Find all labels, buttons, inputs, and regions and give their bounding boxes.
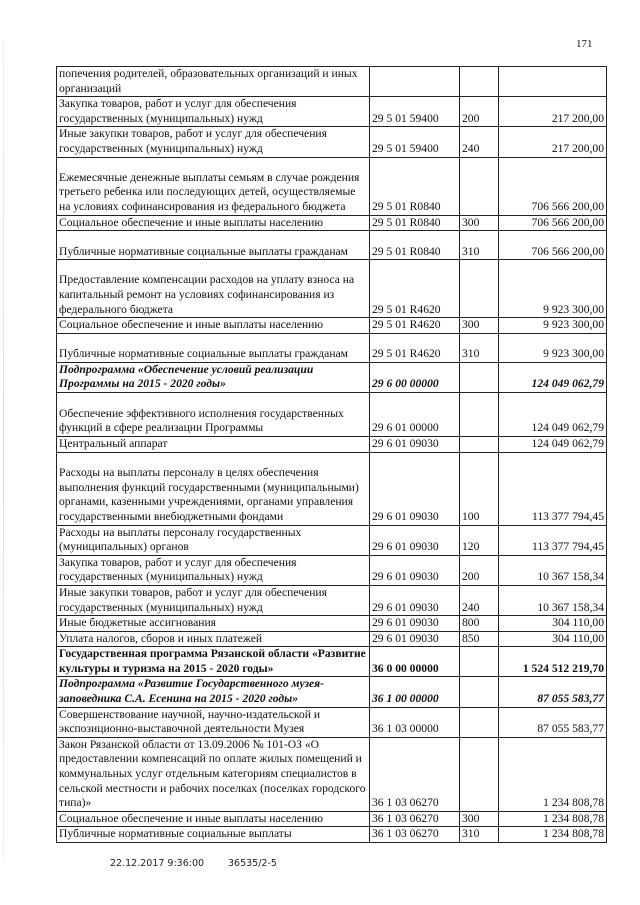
row-code: 29 6 01 00000 bbox=[370, 392, 460, 436]
row-amount: 1 524 512 219,70 bbox=[499, 647, 607, 677]
row-amount: 1 234 808,78 bbox=[499, 737, 607, 811]
table-row bbox=[57, 67, 607, 97]
table-row bbox=[57, 260, 607, 318]
table-row bbox=[57, 436, 607, 452]
row-name: Подпрограмма «Развитие Государственного музея-заповедника С.А. Есенина на 2015 - 2020 годы» bbox=[57, 677, 370, 707]
table-row bbox=[57, 231, 607, 260]
row-expense-type: 300 bbox=[460, 318, 499, 334]
row-name: Уплата налогов, сборов и иных платежей bbox=[57, 631, 370, 647]
row-code: 36 1 00 00000 bbox=[370, 677, 460, 707]
row-expense-type bbox=[460, 362, 499, 392]
row-amount: 124 049 062,79 bbox=[499, 436, 607, 452]
row-code: 29 5 01 59400 bbox=[370, 127, 460, 157]
row-amount: 9 923 300,00 bbox=[499, 260, 607, 318]
row-code: 29 6 00 00000 bbox=[370, 362, 460, 392]
row-name: Расходы на выплаты персоналу государственных (муниципальных) органов bbox=[57, 525, 370, 555]
row-name: Публичные нормативные социальные выплаты гражданам bbox=[57, 231, 370, 260]
row-name: Подпрограмма «Обеспечение условий реализации Программы на 2015 - 2020 годы» bbox=[57, 362, 370, 392]
table-row bbox=[57, 827, 607, 843]
row-amount: 304 110,00 bbox=[499, 631, 607, 647]
row-name: Ежемесячные денежные выплаты семьям в случае рождения третьего ребенка или последующих детей, осуществляемые на условиях софинансирования из федерального бюджета bbox=[57, 157, 370, 215]
row-amount: 217 200,00 bbox=[499, 97, 607, 127]
row-code: 29 5 01 59400 bbox=[370, 97, 460, 127]
row-code: 29 6 01 09030 bbox=[370, 616, 460, 632]
row-amount: 113 377 794,45 bbox=[499, 525, 607, 555]
row-amount: 10 367 158,34 bbox=[499, 555, 607, 585]
row-amount: 706 566 200,00 bbox=[499, 215, 607, 231]
row-expense-type: 200 bbox=[460, 97, 499, 127]
table-row bbox=[57, 157, 607, 215]
table-row bbox=[57, 452, 607, 525]
table-row bbox=[57, 215, 607, 231]
row-name: Закон Рязанской области от 13.09.2006 № 101-ОЗ «О предоставлении компенсаций по оплате жилых помещений и коммунальных услуг отдельным категориям специалистов в сельской местности и рабочих поселках (поселках городского типа)» bbox=[57, 737, 370, 811]
row-expense-type bbox=[460, 260, 499, 318]
table-row bbox=[57, 616, 607, 632]
row-amount: 304 110,00 bbox=[499, 616, 607, 632]
row-amount: 217 200,00 bbox=[499, 127, 607, 157]
row-name: Обеспечение эффективного исполнения государственных функций в сфере реализации Программы bbox=[57, 392, 370, 436]
row-amount: 1 234 808,78 bbox=[499, 811, 607, 827]
row-amount: 706 566 200,00 bbox=[499, 157, 607, 215]
row-amount: 113 377 794,45 bbox=[499, 452, 607, 525]
row-expense-type: 310 bbox=[460, 827, 499, 843]
row-expense-type: 240 bbox=[460, 585, 499, 615]
row-name: Расходы на выплаты персоналу в целях обеспечения выполнения функций государственными (муниципальными) органами, казенными учреждениями, органами управления государственными внебюджетными фондами bbox=[57, 452, 370, 525]
row-amount: 10 367 158,34 bbox=[499, 585, 607, 615]
row-expense-type bbox=[460, 677, 499, 707]
row-name: Публичные нормативные социальные выплаты гражданам bbox=[57, 333, 370, 362]
row-amount bbox=[499, 67, 607, 97]
row-code: 36 1 03 06270 bbox=[370, 737, 460, 811]
row-amount: 9 923 300,00 bbox=[499, 333, 607, 362]
row-code: 29 6 01 09030 bbox=[370, 555, 460, 585]
row-code: 36 1 03 06270 bbox=[370, 811, 460, 827]
row-name: Совершенствование научной, научно-издательской и экспозиционно-выставочной деятельности Музея bbox=[57, 707, 370, 737]
row-code: 29 5 01 R0840 bbox=[370, 231, 460, 260]
row-name: Иные бюджетные ассигнования bbox=[57, 616, 370, 632]
row-expense-type bbox=[460, 707, 499, 737]
row-expense-type bbox=[460, 436, 499, 452]
row-amount: 124 049 062,79 bbox=[499, 362, 607, 392]
table-row bbox=[57, 647, 607, 677]
row-name: Закупка товаров, работ и услуг для обеспечения государственных (муниципальных) нужд bbox=[57, 97, 370, 127]
row-amount: 124 049 062,79 bbox=[499, 392, 607, 436]
row-expense-type bbox=[460, 737, 499, 811]
row-name: Социальное обеспечение и иные выплаты населению bbox=[57, 318, 370, 334]
row-name: Иные закупки товаров, работ и услуг для обеспечения государственных (муниципальных) нужд bbox=[57, 585, 370, 615]
row-code bbox=[370, 67, 460, 97]
table-row bbox=[57, 333, 607, 362]
row-name: Предоставление компенсации расходов на уплату взноса на капитальный ремонт на условиях софинансирования из федерального бюджета bbox=[57, 260, 370, 318]
footer-doc-id: 36535/2-5 bbox=[228, 858, 277, 869]
row-code: 29 5 01 R4620 bbox=[370, 333, 460, 362]
row-code: 29 6 01 09030 bbox=[370, 525, 460, 555]
table-row bbox=[57, 392, 607, 436]
row-code: 29 6 01 09030 bbox=[370, 452, 460, 525]
row-name: Публичные нормативные социальные выплаты bbox=[57, 827, 370, 843]
row-amount: 1 234 808,78 bbox=[499, 827, 607, 843]
row-name: Государственная программа Рязанской области «Развитие культуры и туризма на 2015 - 2020 годы» bbox=[57, 647, 370, 677]
row-amount: 706 566 200,00 bbox=[499, 231, 607, 260]
row-code: 29 6 01 09030 bbox=[370, 585, 460, 615]
row-code: 29 6 01 09030 bbox=[370, 631, 460, 647]
row-expense-type bbox=[460, 157, 499, 215]
page-number: 171 bbox=[576, 38, 593, 50]
table-row bbox=[57, 127, 607, 157]
row-expense-type: 240 bbox=[460, 127, 499, 157]
row-code: 29 6 01 09030 bbox=[370, 436, 460, 452]
row-name: попечения родителей, образовательных организаций и иных организаций bbox=[57, 67, 370, 97]
row-name: Центральный аппарат bbox=[57, 436, 370, 452]
scan-edge-shadow bbox=[3, 40, 4, 860]
table-row bbox=[57, 362, 607, 392]
row-expense-type: 310 bbox=[460, 231, 499, 260]
row-amount: 87 055 583,77 bbox=[499, 707, 607, 737]
table-row bbox=[57, 555, 607, 585]
row-code: 29 5 01 R4620 bbox=[370, 318, 460, 334]
table-row bbox=[57, 811, 607, 827]
row-code: 29 5 01 R0840 bbox=[370, 157, 460, 215]
row-code: 36 1 03 06270 bbox=[370, 827, 460, 843]
row-amount: 87 055 583,77 bbox=[499, 677, 607, 707]
budget-table bbox=[56, 66, 607, 843]
table-row bbox=[57, 525, 607, 555]
table-row bbox=[57, 631, 607, 647]
row-expense-type bbox=[460, 392, 499, 436]
table-row bbox=[57, 318, 607, 334]
row-code: 29 5 01 R0840 bbox=[370, 215, 460, 231]
row-expense-type: 300 bbox=[460, 811, 499, 827]
row-name: Социальное обеспечение и иные выплаты населению bbox=[57, 215, 370, 231]
table-row bbox=[57, 707, 607, 737]
row-expense-type bbox=[460, 647, 499, 677]
row-code: 36 1 03 00000 bbox=[370, 707, 460, 737]
row-expense-type: 800 bbox=[460, 616, 499, 632]
row-amount: 9 923 300,00 bbox=[499, 318, 607, 334]
footer-datetime: 22.12.2017 9:36:00 bbox=[110, 858, 205, 869]
row-expense-type: 120 bbox=[460, 525, 499, 555]
row-name: Социальное обеспечение и иные выплаты населению bbox=[57, 811, 370, 827]
row-name: Закупка товаров, работ и услуг для обеспечения государственных (муниципальных) нужд bbox=[57, 555, 370, 585]
row-name: Иные закупки товаров, работ и услуг для обеспечения государственных (муниципальных) нужд bbox=[57, 127, 370, 157]
row-code: 36 0 00 00000 bbox=[370, 647, 460, 677]
row-code: 29 5 01 R4620 bbox=[370, 260, 460, 318]
row-expense-type: 850 bbox=[460, 631, 499, 647]
row-expense-type: 310 bbox=[460, 333, 499, 362]
row-expense-type: 300 bbox=[460, 215, 499, 231]
row-expense-type bbox=[460, 67, 499, 97]
table-row bbox=[57, 585, 607, 615]
table-row bbox=[57, 97, 607, 127]
table-row bbox=[57, 677, 607, 707]
table-row bbox=[57, 737, 607, 811]
budget-table-body bbox=[57, 67, 607, 843]
row-expense-type: 200 bbox=[460, 555, 499, 585]
row-expense-type: 100 bbox=[460, 452, 499, 525]
